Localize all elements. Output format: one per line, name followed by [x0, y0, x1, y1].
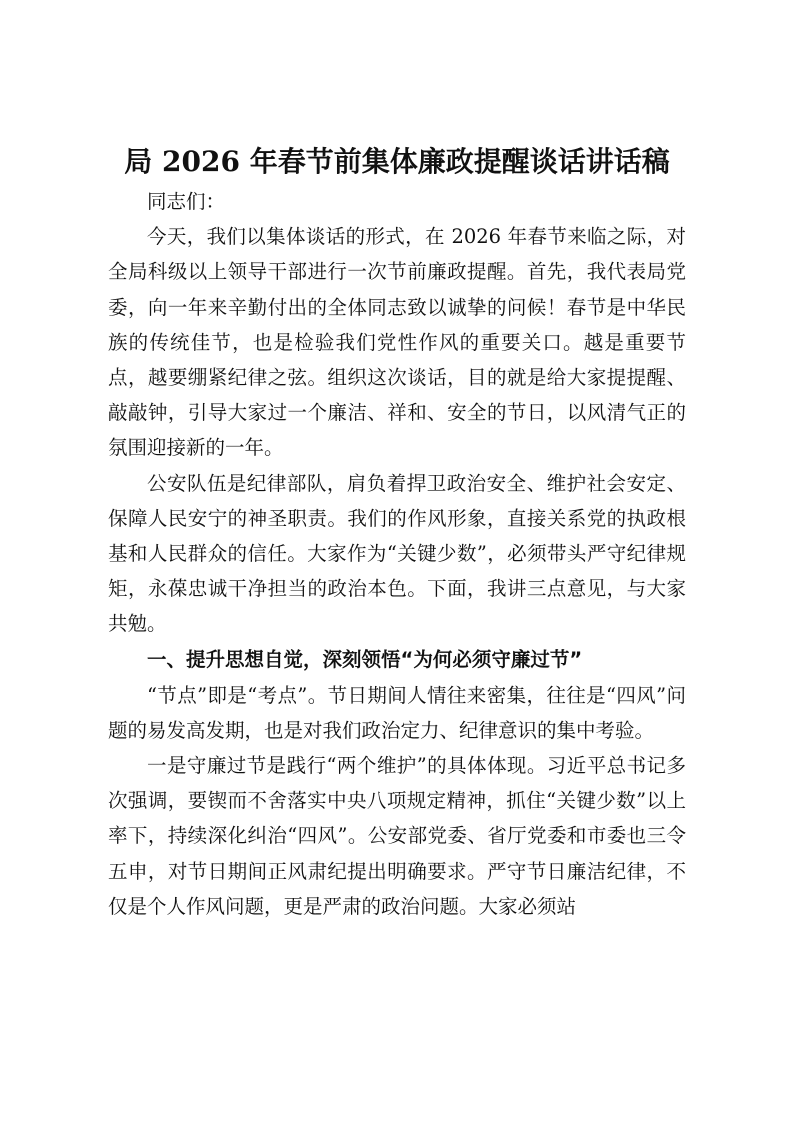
section-heading-one: 一、提升思想自觉，深刻领悟“为何必须守廉过节”	[147, 647, 583, 671]
paragraph-opening: 今天，我们以集体谈话的形式，在 2026 年春节来临之际，对全局科级以上领导干部进行一次节前廉政提醒。首先，我代表局党委，向一年来辛勤付出的全体同志致以诚挚的问候！春节是中华民族的传统佳节，也是检验我们党性作风的重要关口。越是重要节点，越要绷紧纪律之弦。组织这次谈话，目的就是给大家提提醒、敲敲钟，引导大家过一个廉洁、祥和、安全的节日，以风清气正的氛围迎接新的一年。	[108, 225, 686, 460]
paragraph-point-one: 一是守廉过节是践行“两个维护”的具体体现。习近平总书记多次强调，要锲而不舍落实中央八项规定精神，抓住“关键少数”以上率下，持续深化纠治“四风”。公安部党委、省厅党委和市委也三令五申，对节日期间正风肃纪提出明确要求。严守节日廉洁纪律，不仅是个人作风问题，更是严肃的政治问题。大家必须站	[108, 754, 686, 918]
document-title: 局 2026 年春节前集体廉政提醒谈话讲话稿	[124, 145, 670, 178]
salutation: 同志们：	[147, 190, 226, 213]
document-body	[108, 140, 686, 924]
paragraph-holiday-checkpoint: “节点”即是“考点”。节日期间人情往来密集，往往是“四风”问题的易发高发期，也是对我们政治定力、纪律意识的集中考验。	[108, 683, 686, 742]
paragraph-police-discipline: 公安队伍是纪律部队，肩负着捍卫政治安全、维护社会安定、保障人民安宁的神圣职责。我们的作风形象，直接关系党的执政根基和人民群众的信任。大家作为“关键少数”，必须带头严守纪律规矩，永葆忠诚干净担当的政治本色。下面，我讲三点意见，与大家共勉。	[108, 471, 686, 636]
